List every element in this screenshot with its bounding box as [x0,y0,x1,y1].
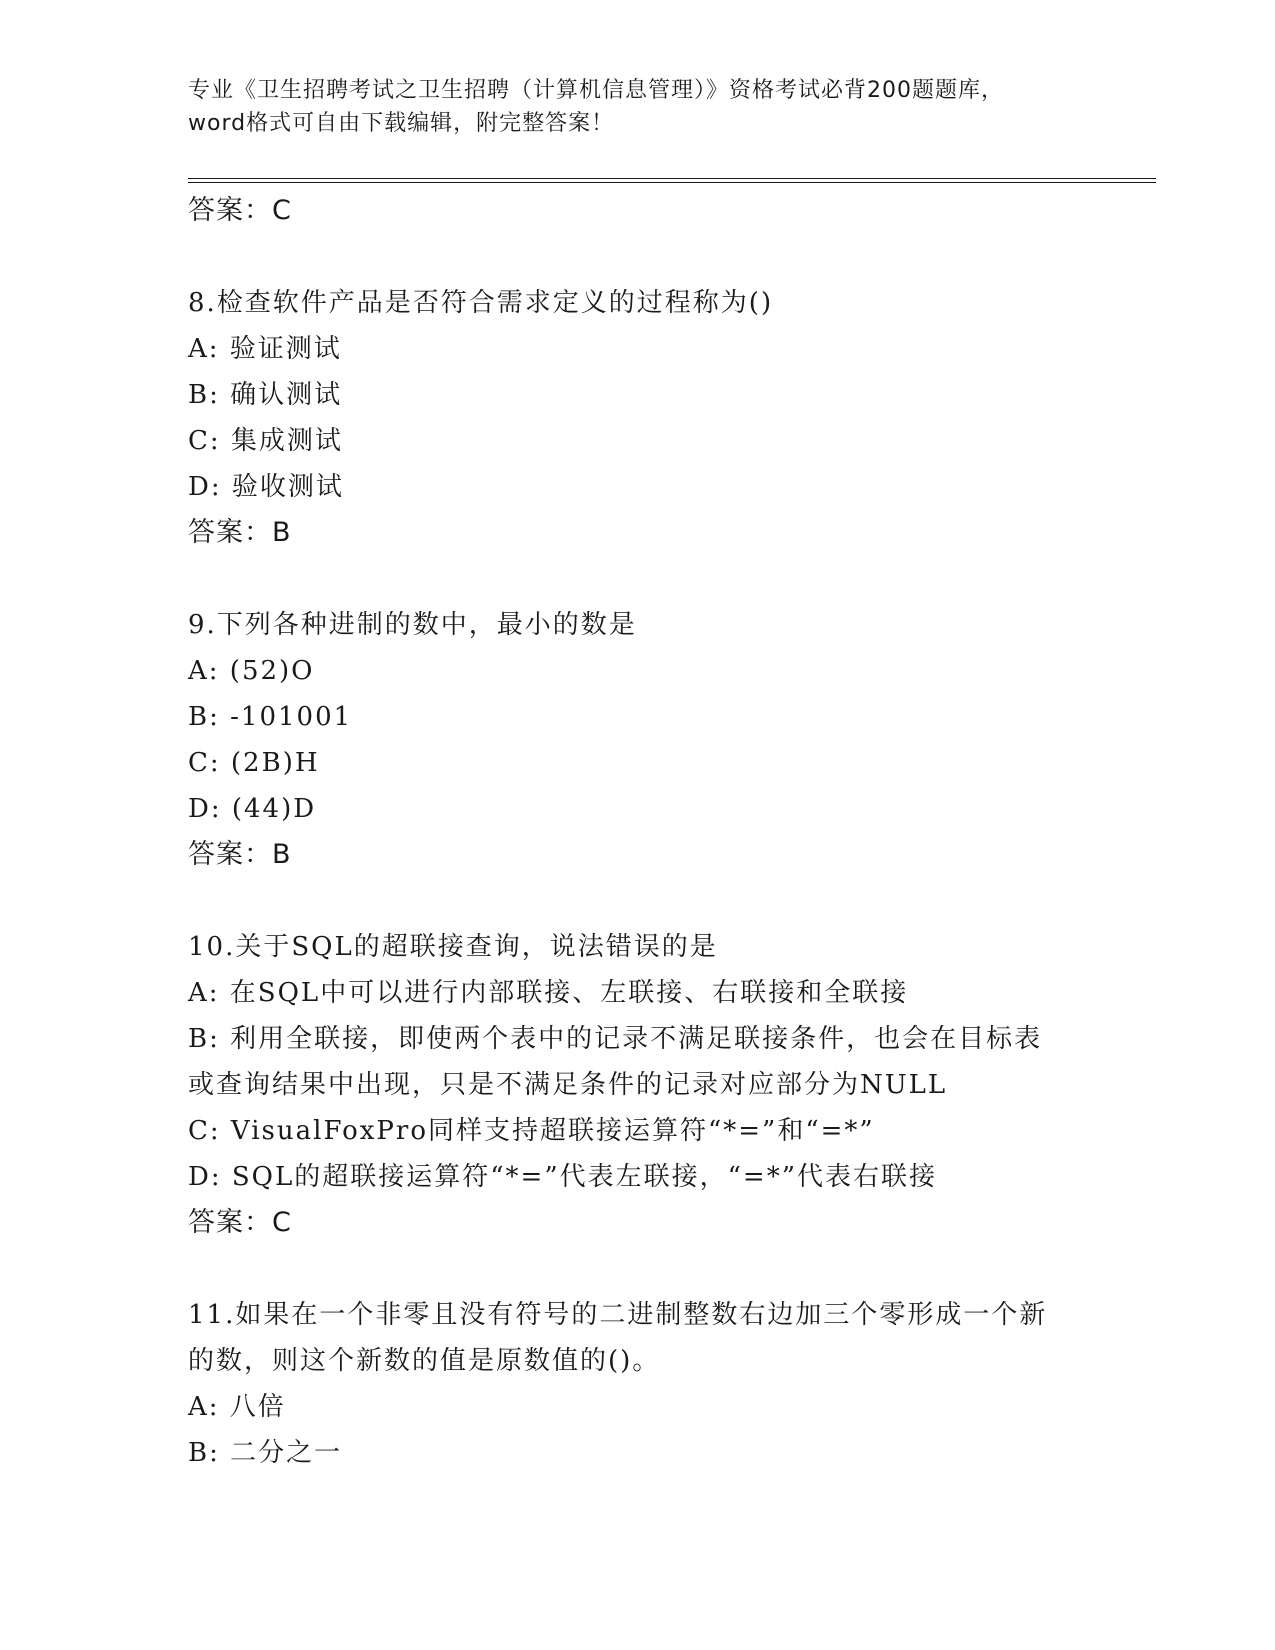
option-b-continued: 或查询结果中出现，只是不满足条件的记录对应部分为NULL [188,1070,948,1100]
question-block-11 [188,1292,1088,1476]
answer-line: 答案：B [188,517,292,548]
option-c: C: (2B)H [188,748,320,778]
option-a: A: 八倍 [188,1392,286,1422]
answer-line: 答案：C [188,1207,292,1238]
question-block-7 [188,188,1088,234]
question-block-9 [188,602,1088,878]
question-stem: 8.检查软件产品是否符合需求定义的过程称为() [188,288,774,318]
spacer [188,1246,1088,1292]
option-a: A: 在SQL中可以进行内部联接、左联接、右联接和全联接 [188,978,909,1008]
answer-line: 答案：B [188,839,292,870]
option-b: B: 二分之一 [188,1438,343,1468]
option-a: A: 验证测试 [188,334,342,364]
question-block-8 [188,280,1088,556]
question-stem: 11.如果在一个非零且没有符号的二进制整数右边加三个零形成一个新 [188,1300,1048,1330]
option-d: D: SQL的超联接运算符“*=”代表左联接，“=*”代表右联接 [188,1162,938,1192]
answer-line: 答案：C [188,195,292,226]
option-d: D: (44)D [188,794,317,824]
spacer [188,878,1088,924]
spacer [188,556,1088,602]
option-c: C: 集成测试 [188,426,343,456]
question-stem: 9.下列各种进制的数中，最小的数是 [188,610,637,640]
header-divider [188,178,1156,183]
header-line-2: word格式可自由下载编辑，附完整答案！ [188,111,615,136]
question-list [188,188,1088,1476]
option-a: A: (52)O [188,656,315,686]
option-b: B: 确认测试 [188,380,343,410]
question-stem: 10.关于SQL的超联接查询，说法错误的是 [188,932,718,962]
header-line-1: 专业《卫生招聘考试之卫生招聘（计算机信息管理）》资格考试必背200题题库， [188,78,1004,103]
option-c: C: VisualFoxPro同样支持超联接运算符“*=”和“=*” [188,1116,875,1146]
option-b: B: 利用全联接，即使两个表中的记录不满足联接条件，也会在目标表 [188,1024,1043,1054]
document-header [188,74,1088,140]
question-block-10 [188,924,1088,1246]
option-b: B: -101001 [188,702,353,732]
spacer [188,234,1088,280]
option-d: D: 验收测试 [188,472,344,502]
question-stem-continued: 的数，则这个新数的值是原数值的()。 [188,1346,661,1376]
